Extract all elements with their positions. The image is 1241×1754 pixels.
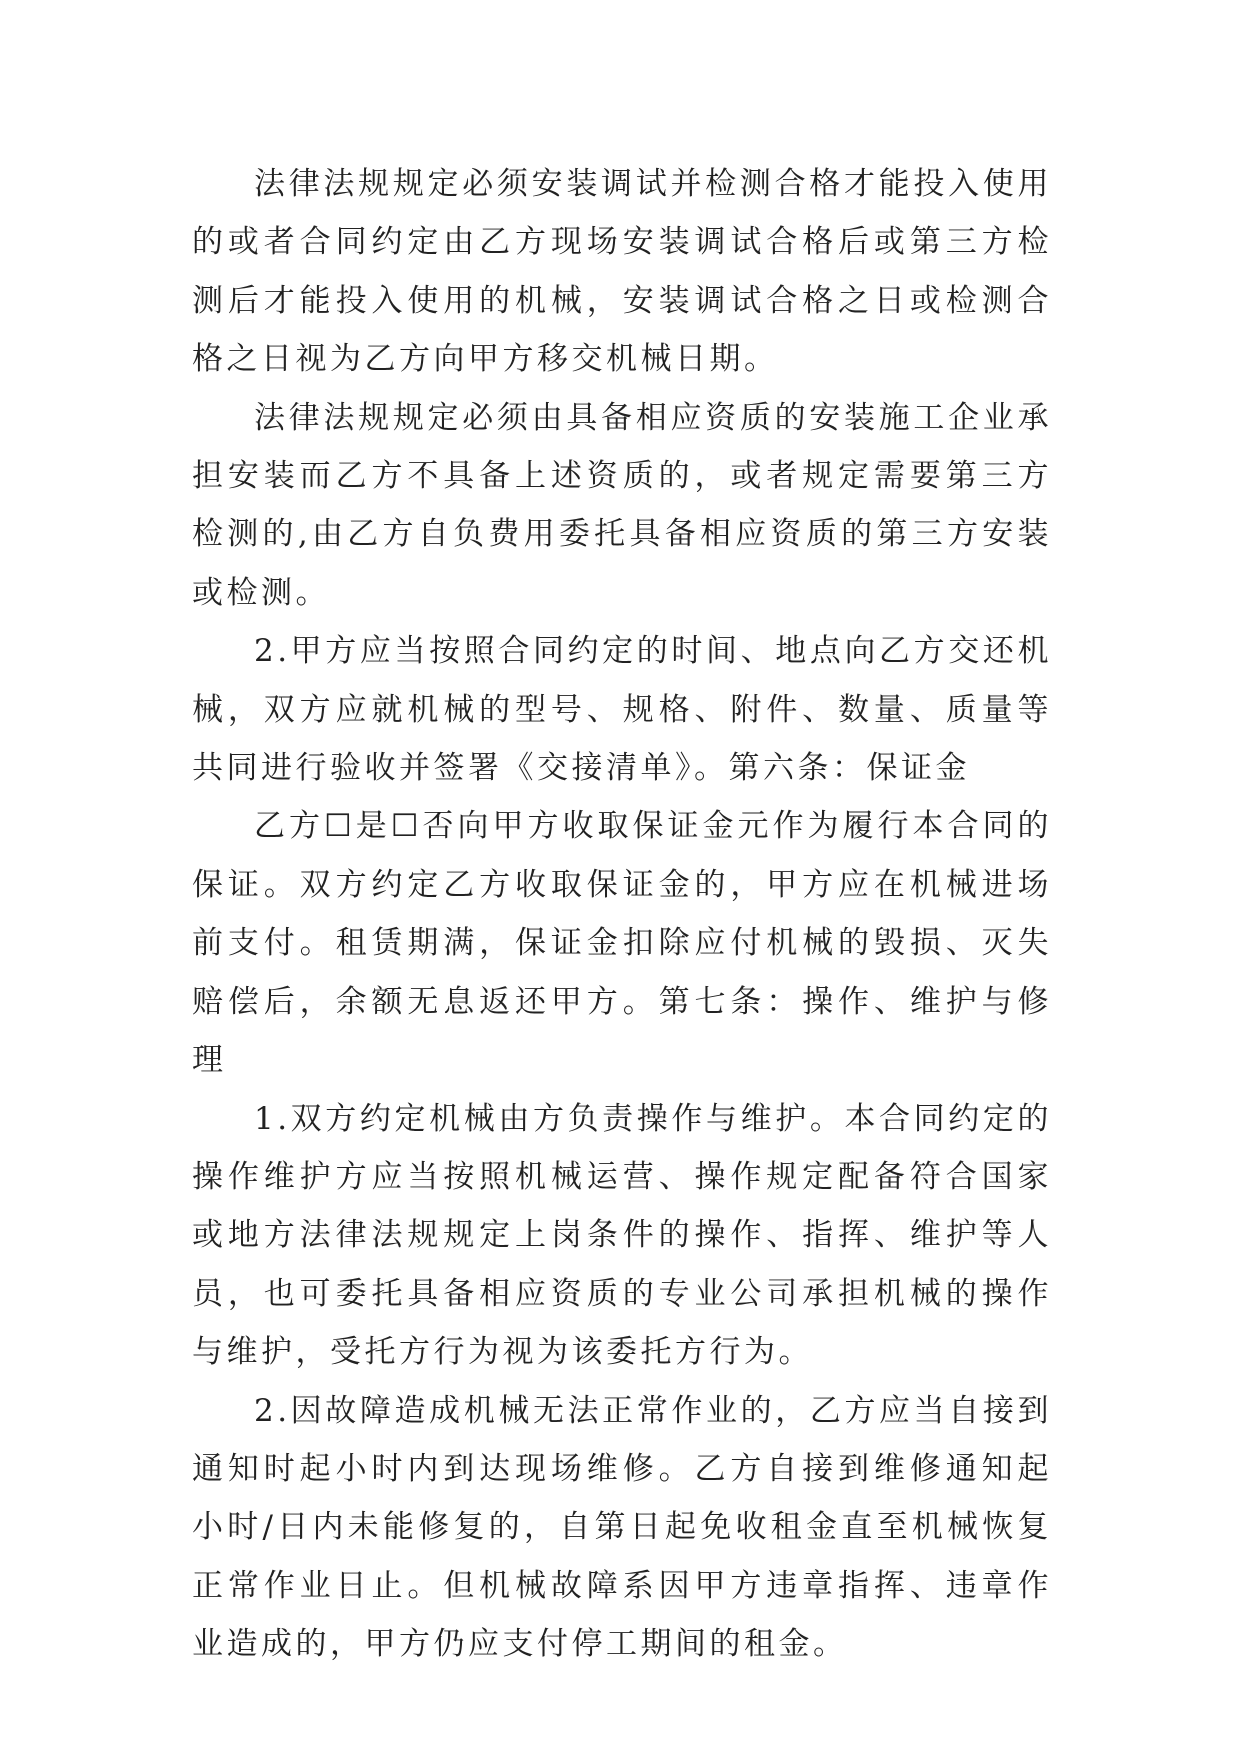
paragraph-installation-qualification: 法律法规规定必须由具备相应资质的安装施工企业承担安装而乙方不具备上述资质的，或者规定需要第三方检测的,由乙方自负费用委托具备相应资质的第三方安装或检测。 (192, 399, 1052, 611)
paragraph-machine-return: 2.甲方应当按照合同约定的时间、地点向乙方交还机械，双方应就机械的型号、规格、附件、数量、质量等共同进行验收并签署《交接清单》。第六条：保证金 (192, 633, 1052, 787)
document-body (192, 155, 1052, 1674)
paragraph-deposit: 乙方☐是☐否向甲方收取保证金元作为履行本合同的保证。双方约定乙方收取保证金的，甲方应在机械进场前支付。租赁期满，保证金扣除应付机械的毁损、灭失赔偿后，余额无息返还甲方。第七条：操作、维护与修理 (192, 808, 1052, 1079)
paragraph-installation-handover: 法律法规规定必须安装调试并检测合格才能投入使用的或者合同约定由乙方现场安装调试合格后或第三方检测后才能投入使用的机械，安装调试合格之日或检测合格之日视为乙方向甲方移交机械日期。 (192, 166, 1052, 378)
paragraph-operation-maintenance: 1.双方约定机械由方负责操作与维护。本合同约定的操作维护方应当按照机械运营、操作规定配备符合国家或地方法律法规规定上岗条件的操作、指挥、维护等人员，也可委托具备相应资质的专业公司承担机械的操作与维护，受托方行为视为该委托方行为。 (192, 1100, 1052, 1371)
paragraph-fault-repair: 2.因故障造成机械无法正常作业的，乙方应当自接到通知时起小时内到达现场维修。乙方自接到维修通知起小时/日内未能修复的，自第日起免收租金直至机械恢复正常作业日止。但机械故障系因甲方违章指挥、违章作业造成的，甲方仍应支付停工期间的租金。 (192, 1392, 1052, 1663)
